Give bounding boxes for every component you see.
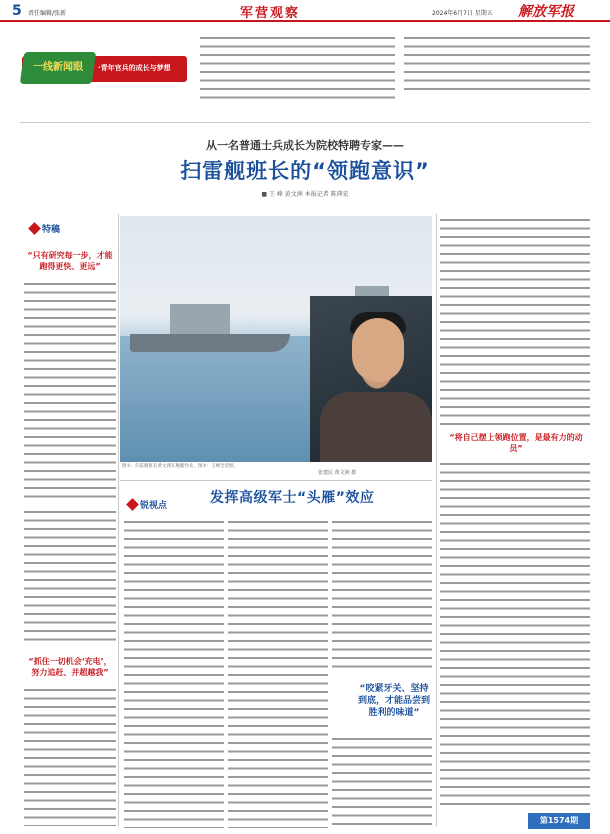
photo-credit: 张建民 黄文洲 摄 [318, 470, 357, 476]
photo-caption: 图①：扫雷舰班长黄文洲在舰艇作业。图②：王峰全景照。 [122, 464, 239, 469]
section-tag-viewpoint-label: 锐视点 [140, 501, 168, 511]
article-subtitle: 从一名普通士兵成长为院校特聘专家—— [206, 139, 404, 152]
left-text-column-b [24, 508, 116, 643]
left-text-column-c [24, 686, 116, 826]
page-number: 5 [12, 3, 22, 19]
second-article-divider [120, 480, 432, 481]
mid-text-column-2 [228, 518, 328, 828]
page-editor-label: 责任编辑/张新 [28, 10, 67, 17]
article-photo [120, 216, 432, 462]
top-text-column-1 [200, 34, 395, 102]
article-headline: 扫雷舰班长的“领跑意识” [180, 159, 430, 183]
top-text-column-2 [404, 34, 590, 94]
top-divider [20, 122, 590, 123]
left-text-column-a [24, 280, 116, 500]
right-text-column-b [440, 460, 590, 805]
left-column-divider [118, 214, 119, 826]
mid-text-column-1 [124, 518, 224, 828]
column-banner-text: ·青年官兵的成长与梦想 [98, 64, 171, 72]
article-byline: ■ 王 峰 黄文洲 本报记者 陈典宏 [261, 191, 349, 198]
column-badge-text: 一线新闻眼 [33, 62, 83, 73]
feature-tag-icon [28, 222, 41, 235]
column-badge [20, 52, 96, 84]
right-column-divider [436, 214, 437, 826]
sailor-portrait [310, 296, 432, 462]
issue-date: 2024年6月7日 星期五 [432, 10, 493, 17]
subhead-1: “只有研究每一步，才能跑得更快、更远” [27, 251, 113, 271]
mid-text-column-4 [332, 735, 432, 827]
viewpoint-tag-icon [126, 498, 139, 511]
right-text-column-a [440, 216, 590, 426]
section-tag-viewpoint [128, 498, 167, 511]
third-headline: “咬紧牙关、坚持到底，才能品尝到胜利的味道” [357, 684, 430, 718]
section-tag-feature [30, 222, 60, 235]
section-title: 军营观察 [240, 6, 301, 21]
subhead-2: “抓住一切机会‘充电’，努力追赶、并超越我” [28, 657, 112, 677]
masthead [0, 0, 610, 22]
paper-logo: 解放军报 [518, 4, 574, 20]
section-tag-feature-label: 特稿 [42, 225, 61, 235]
issue-number-box: 第1574期 [528, 813, 590, 829]
second-article-headline: 发挥高级军士“头雁”效应 [210, 490, 375, 506]
ship-near [130, 304, 290, 364]
subhead-3: “将自己摆上领跑位置，是最有力的动员” [449, 433, 583, 453]
mid-text-column-3 [332, 518, 432, 673]
